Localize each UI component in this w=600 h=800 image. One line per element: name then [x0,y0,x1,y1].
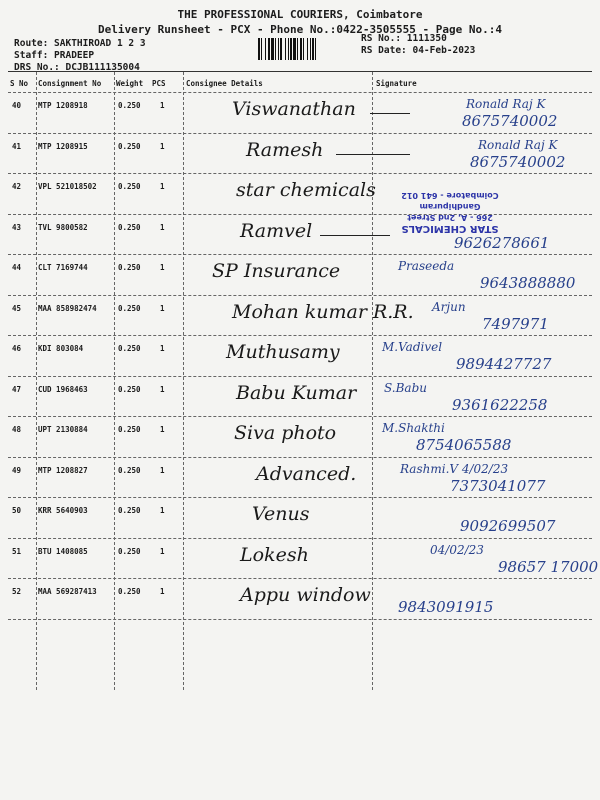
company-stamp [400,176,500,234]
weight-value: 0.250 [118,587,141,596]
weight-value: 0.250 [118,506,141,515]
barcode-bar [300,38,302,60]
weight-value: 0.250 [118,344,141,353]
receiver-phone: 9092699507 [460,517,556,535]
col-divider [183,72,184,690]
pen-stroke [320,235,390,236]
weight-value: 0.250 [118,101,141,110]
pieces-count: 1 [160,222,165,232]
barcode-bar [307,38,308,60]
serial-number: 50 [12,506,22,515]
consignment-number: KDI 803084 [38,344,84,353]
receiver-phone: 8675740002 [462,112,558,130]
consignee-name: Lokesh [240,543,309,566]
pieces-count: 1 [160,303,165,313]
pieces-count: 1 [160,425,165,434]
receiver-phone: 98657 17000 [498,557,599,576]
route-label: Route: SAKTHIROAD 1 2 3 [14,38,146,49]
receiver-signature: Ronald Raj K [466,97,546,111]
col-consignment: Consignment No [38,79,102,88]
header-rule [8,92,592,93]
consignment-number: MTP 1208827 [38,465,88,475]
row-separator [8,578,592,579]
barcode-bar [288,38,289,60]
barcode-bar [261,38,262,60]
consignee-name: Siva photo [234,422,337,444]
consignee-name: Venus [252,503,310,525]
receiver-phone: 9361622258 [452,395,548,414]
row-separator [8,376,592,377]
serial-number: 51 [12,546,22,556]
col-sno: S No [10,79,29,88]
consignee-name: Ramvel [240,219,313,242]
consignment-number: MAA 569287413 [38,587,97,596]
pieces-count: 1 [160,263,165,272]
pieces-count: 1 [160,141,165,151]
serial-number: 41 [12,141,22,151]
weight-value: 0.250 [118,303,141,313]
receiver-signature: Praseeda [398,259,455,273]
consignment-number: MAA 858982474 [38,303,97,313]
col-weight: Weight [116,79,144,88]
receiver-phone: 8675740002 [470,152,566,171]
barcode [258,38,354,60]
row-separator [8,295,592,296]
receiver-phone: 7497971 [482,314,549,333]
weight-value: 0.250 [118,465,141,475]
consignee-name: SP Insurance [212,260,341,282]
runsheet-title: Delivery Runsheet - PCX - Phone No.:0422-3505555 - Page No.:4 [98,23,502,36]
table-top-rule [8,71,592,72]
receiver-signature: Ronald Raj K [478,137,558,152]
barcode-bar [258,38,260,60]
consignee-name: star chemicals [236,179,376,201]
weight-value: 0.250 [118,384,141,394]
weight-value: 0.250 [118,141,141,151]
receiver-phone: 7373041077 [450,476,546,495]
stamp-line-1: STAR CHEMICALS [401,223,499,234]
barcode-bar [271,38,274,60]
consignee-name: Viswanathan [232,98,356,120]
consignment-number: CLT 7169744 [38,263,88,272]
weight-value: 0.250 [118,425,141,434]
receiver-phone: 9843091915 [398,598,494,616]
rs-number: RS No.: 1111350 [361,33,447,44]
consignment-number: BTU 1408085 [38,546,88,556]
pieces-count: 1 [160,344,165,353]
serial-number: 47 [12,384,22,394]
stamp-line-2: 266 - A, 2nd Street [407,213,493,222]
barcode-bar [275,38,276,60]
rs-date: RS Date: 04-Feb-2023 [361,45,476,56]
receiver-phone: 9626278661 [454,233,550,252]
row-separator [8,497,592,498]
receiver-phone: 9643888880 [480,274,576,292]
serial-number: 42 [12,182,22,191]
pieces-count: 1 [160,506,165,515]
consignee-name: Babu Kumar [236,381,357,404]
consignment-number: KRR 5640903 [38,506,88,515]
serial-number: 46 [12,344,22,353]
barcode-bar [293,38,296,60]
col-signature: Signature [376,79,417,88]
row-separator [8,335,592,336]
barcode-bar [268,38,270,60]
consignment-number: MTP 1208918 [38,101,88,110]
company-title: THE PROFESSIONAL COURIERS, Coimbatore [177,8,423,21]
barcode-bar [310,38,311,60]
row-separator [8,133,592,134]
barcode-bar [312,38,314,60]
row-separator [8,457,592,458]
row-separator [8,173,592,174]
pieces-count: 1 [160,465,165,475]
staff-label: Staff: PRADEEP [14,50,95,61]
consignment-number: TVL 9800582 [38,222,88,232]
consignment-number: UPT 2130884 [38,425,88,434]
pen-stroke [370,113,410,114]
serial-number: 49 [12,465,22,475]
col-divider [36,72,37,690]
barcode-bar [303,38,304,60]
barcode-bar [278,38,279,60]
consignee-name: Muthusamy [226,341,340,363]
pieces-count: 1 [160,182,165,191]
receiver-phone: 8754065588 [416,436,512,454]
col-divider [114,72,115,690]
weight-value: 0.250 [118,263,141,272]
barcode-bar [315,38,316,60]
receiver-signature: S.Babu [384,380,427,395]
consignment-number: VPL 521018502 [38,182,97,191]
pieces-count: 1 [160,101,165,110]
pieces-count: 1 [160,546,165,556]
serial-number: 48 [12,425,22,434]
stamp-line-3: Gandhipuram [419,202,481,211]
pen-stroke [336,154,410,155]
receiver-signature: 04/02/23 [430,542,484,557]
consignee-name: Advanced. [256,462,357,485]
barcode-bar [265,38,266,60]
stamp-line-4: Coimbatore - 641 012 [401,191,499,200]
barcode-bar [297,38,298,60]
row-separator [8,538,592,539]
serial-number: 40 [12,101,22,110]
pieces-count: 1 [160,587,165,596]
barcode-bar [280,38,282,60]
pieces-count: 1 [160,384,165,394]
receiver-phone: 9894427727 [456,355,552,373]
receiver-signature: Rashmi.V 4/02/23 [400,461,509,476]
row-separator [8,214,592,215]
col-pcs: PCS [152,79,166,88]
col-divider [372,72,373,690]
row-separator [8,619,592,620]
weight-value: 0.250 [118,546,141,556]
drs-number: DRS No.: DCJB111135004 [14,62,140,73]
weight-value: 0.250 [118,182,141,191]
weight-value: 0.250 [118,222,141,232]
receiver-signature: Arjun [432,299,466,314]
consignment-number: CUD 1968463 [38,384,88,394]
consignee-name: Ramesh [246,138,324,161]
consignment-number: MTP 1208915 [38,141,88,151]
serial-number: 52 [12,587,22,596]
serial-number: 44 [12,263,22,272]
serial-number: 43 [12,222,22,232]
col-consignee: Consignee Details [186,79,263,88]
barcode-bar [285,38,286,60]
consignee-name: Mohan kumar R.R. [232,300,414,323]
receiver-signature: M.Vadivel [382,340,443,354]
barcode-bar [290,38,292,60]
row-separator [8,416,592,417]
serial-number: 45 [12,303,22,313]
consignee-name: Appu window [240,584,371,606]
receiver-signature: M.Shakthi [382,421,445,435]
row-separator [8,254,592,255]
